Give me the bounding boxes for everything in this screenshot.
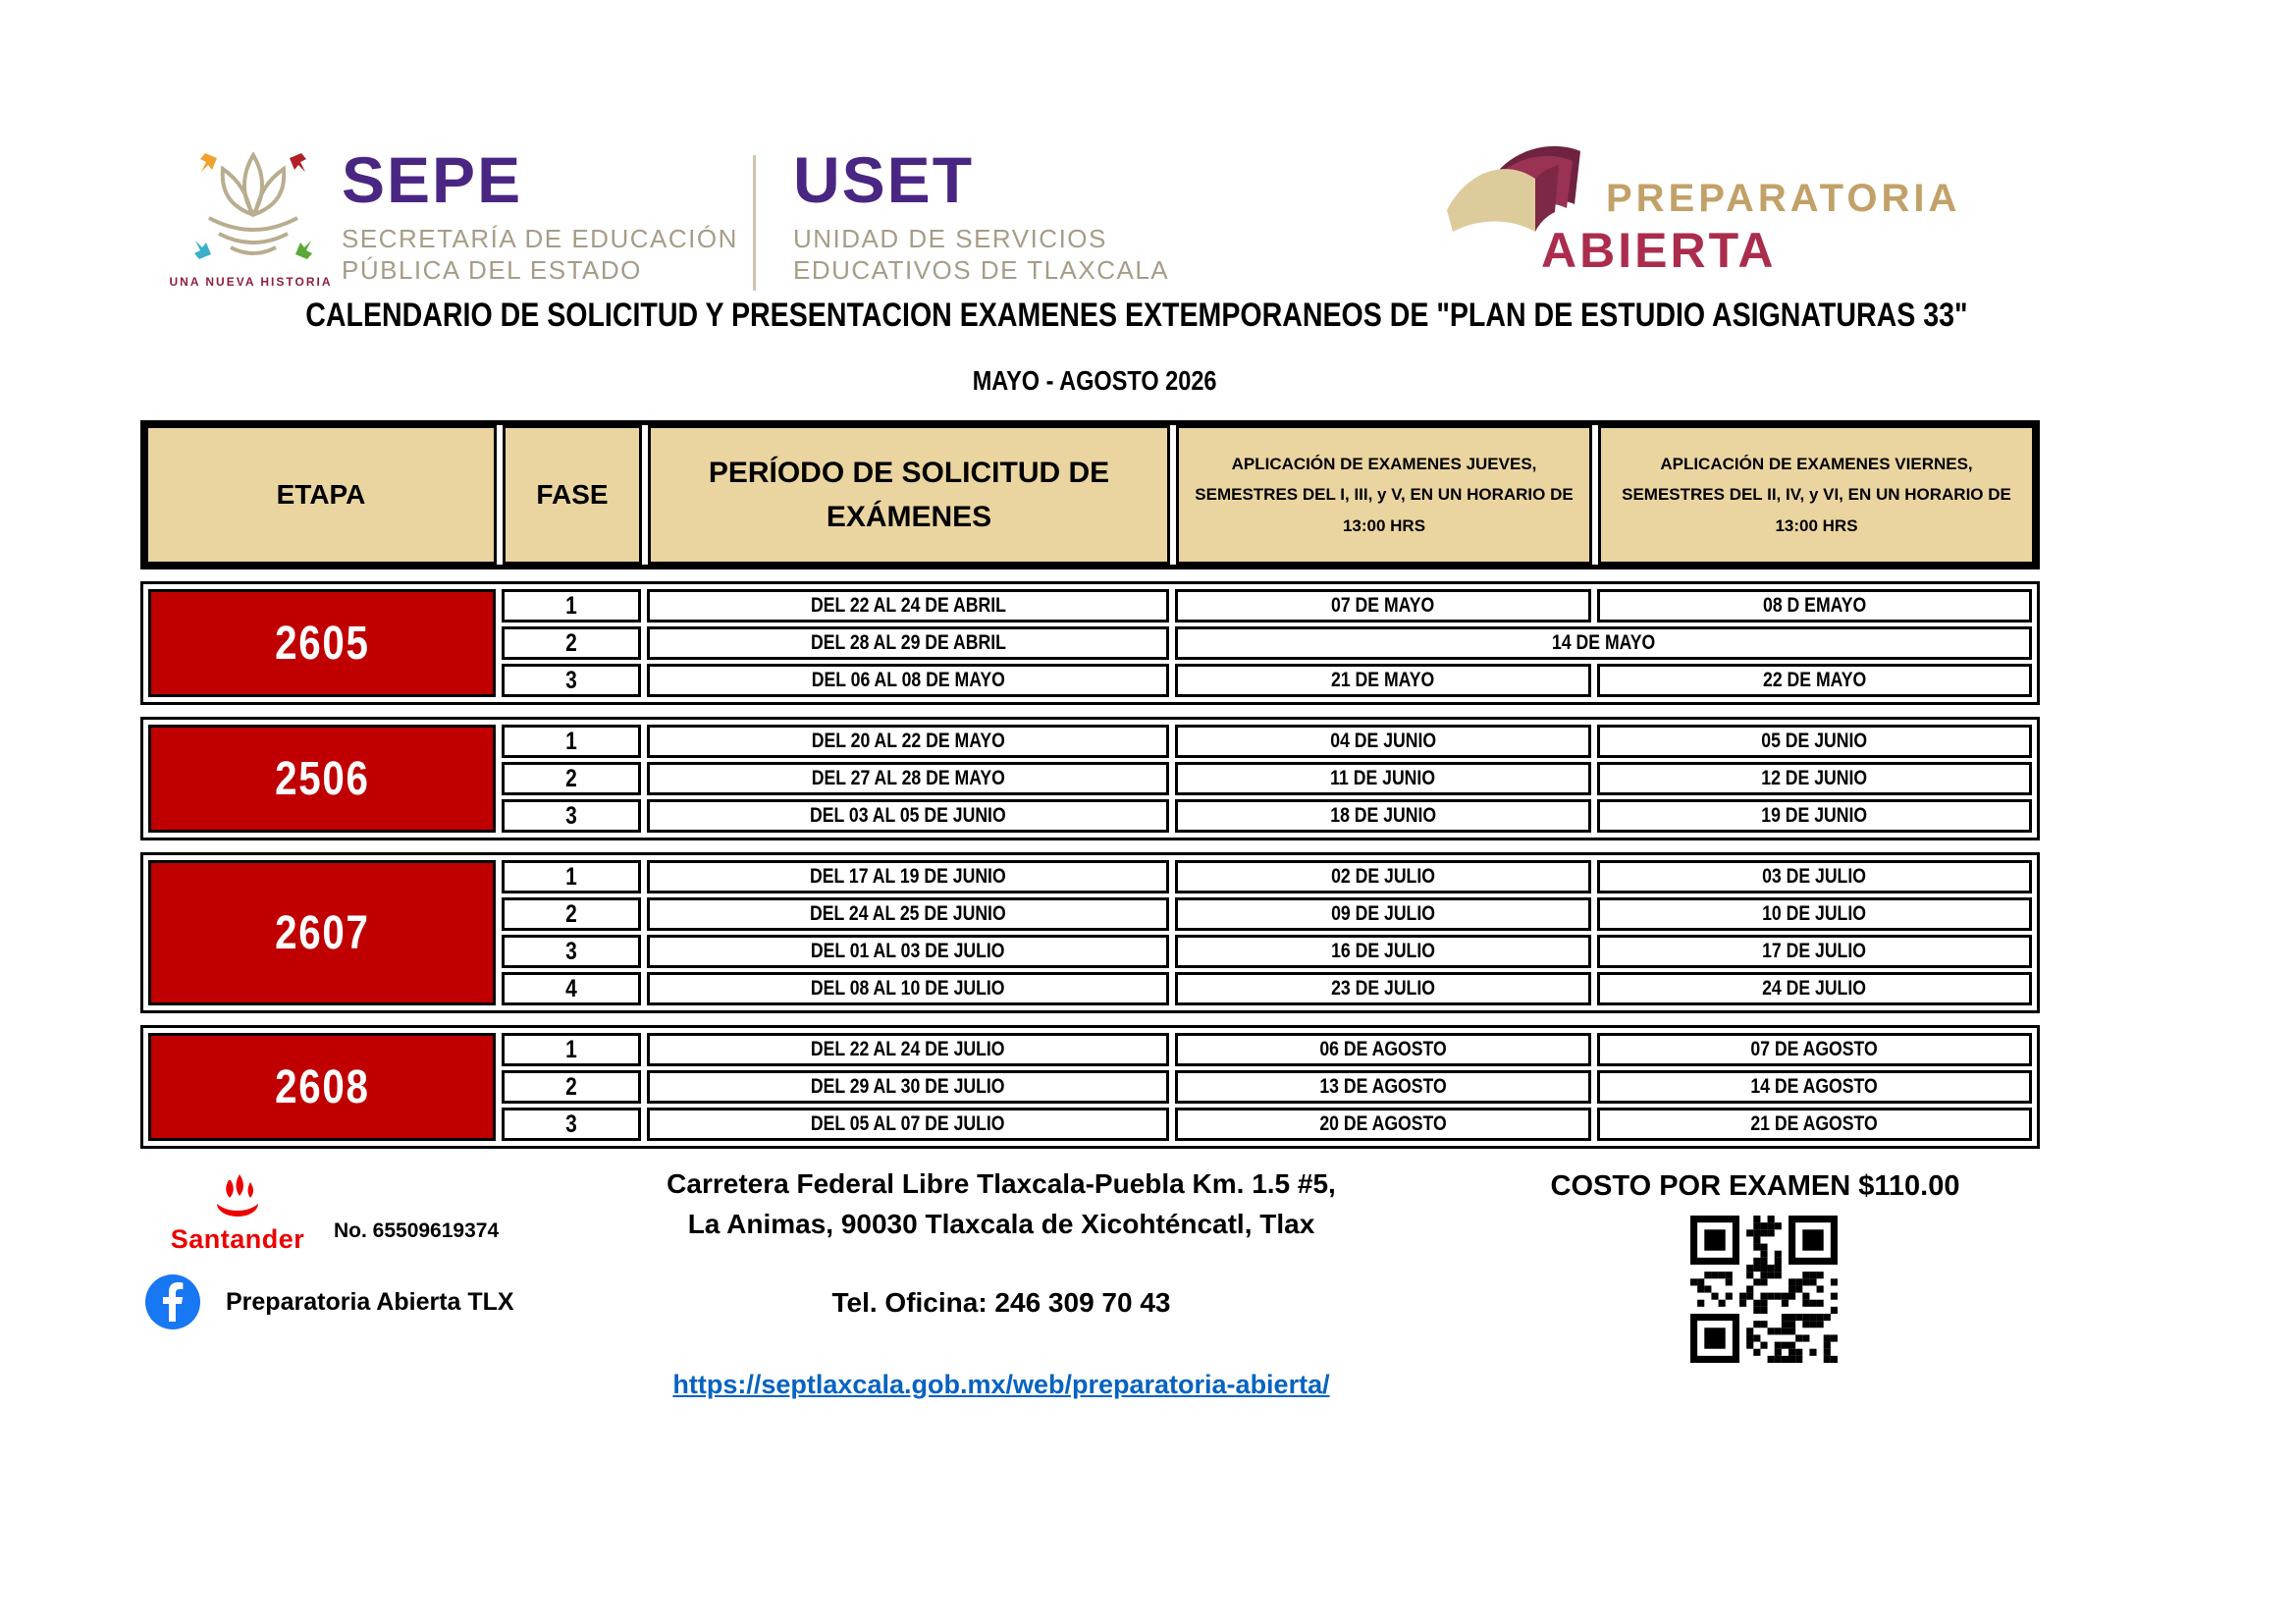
fase-row (502, 1108, 2032, 1141)
fase-cell: 2 (502, 762, 641, 795)
prepa-wordmark-line2: ABIERTA (1541, 223, 1777, 278)
fase-cell: 1 (502, 1033, 641, 1066)
facebook-row (145, 1274, 514, 1329)
merged-date-cell: 14 DE MAYO (1175, 626, 2032, 660)
sepe-sub-line1: SECRETARÍA DE EDUCACIÓN (342, 224, 738, 253)
etapa-group (140, 1025, 2040, 1149)
fase-row (502, 935, 2032, 968)
jueves-date-cell: 18 DE JUNIO (1175, 799, 1591, 833)
viernes-date-cell: 21 DE AGOSTO (1597, 1108, 2032, 1141)
periodo-cell: DEL 22 AL 24 DE JULIO (647, 1033, 1169, 1066)
calendar-table (140, 420, 2040, 1149)
uset-sub-line1: UNIDAD DE SERVICIOS (793, 224, 1107, 253)
etapa-cell: 2605 (148, 589, 496, 697)
address-line2: La Animas, 90030 Tlaxcala de Xicohténcatl, Tlax (687, 1209, 1315, 1239)
viernes-date-cell: 17 DE JULIO (1597, 935, 2032, 968)
fase-row (502, 725, 2032, 758)
santander-wordmark: Santander (170, 1224, 305, 1254)
sepe-wordmark: SEPE (342, 143, 523, 216)
col-header-jueves: APLICACIÓN DE EXAMENES JUEVES, SEMESTRES DEL I, III, y V, EN UN HORARIO DE 13:00 HRS (1176, 425, 1592, 565)
fase-cell: 2 (502, 1070, 641, 1104)
jueves-date-cell: 21 DE MAYO (1175, 664, 1591, 697)
prepa-wordmark-line1: PREPARATORIA (1606, 177, 1961, 220)
jueves-date-cell: 09 DE JULIO (1175, 897, 1591, 931)
periodo-cell: DEL 03 AL 05 DE JUNIO (647, 799, 1169, 833)
periodo-cell: DEL 05 AL 07 DE JULIO (647, 1108, 1169, 1141)
viernes-date-cell: 10 DE JULIO (1597, 897, 2032, 931)
periodo-cell: DEL 27 AL 28 DE MAYO (647, 762, 1169, 795)
etapa-cell: 2506 (148, 725, 496, 833)
jueves-date-cell: 23 DE JULIO (1175, 972, 1591, 1005)
fase-row (502, 762, 2032, 795)
etapa-cell: 2608 (148, 1033, 496, 1141)
fase-cell: 3 (502, 935, 641, 968)
sepe-sub-line2: PÚBLICA DEL ESTADO (342, 254, 642, 285)
facebook-icon (145, 1274, 200, 1329)
periodo-cell: DEL 20 AL 22 DE MAYO (647, 725, 1169, 758)
fase-rows (502, 860, 2032, 1005)
jueves-date-cell: 13 DE AGOSTO (1175, 1070, 1591, 1104)
fase-cell: 4 (502, 972, 641, 1005)
fase-row (502, 1033, 2032, 1066)
col-header-periodo: PERÍODO DE SOLICITUD DE EXÁMENES (648, 425, 1170, 565)
calendar-header-row (140, 420, 2040, 569)
uset-wordmark: USET (793, 143, 975, 216)
document-subtitle: MAYO - AGOSTO 2026 (972, 365, 1217, 396)
viernes-date-cell: 07 DE AGOSTO (1597, 1033, 2032, 1066)
uset-sub-line2: EDUCATIVOS DE TLAXCALA (793, 254, 1170, 285)
calendar-table-body (140, 581, 2040, 1149)
fase-cell: 2 (502, 626, 641, 660)
etapa-cell: 2607 (148, 860, 496, 1005)
jueves-date-cell: 06 DE AGOSTO (1175, 1033, 1591, 1066)
fase-rows (502, 725, 2032, 833)
fase-row (502, 1070, 2032, 1104)
col-header-etapa: ETAPA (145, 425, 497, 565)
office-phone: Tel. Oficina: 246 309 70 43 (831, 1287, 1171, 1318)
fase-row (502, 897, 2032, 931)
fase-cell: 1 (502, 725, 641, 758)
fase-cell: 3 (502, 799, 641, 833)
jueves-date-cell: 04 DE JUNIO (1175, 725, 1591, 758)
sepe-tagline: UNA NUEVA HISTORIA (169, 275, 333, 289)
periodo-cell: DEL 06 AL 08 DE MAYO (647, 664, 1169, 697)
viernes-date-cell: 14 DE AGOSTO (1597, 1070, 2032, 1104)
fase-row (502, 589, 2032, 623)
fase-rows (502, 589, 2032, 697)
contact-block (618, 1168, 1384, 1400)
bank-account-number: No. 65509619374 (334, 1219, 500, 1242)
viernes-date-cell: 03 DE JULIO (1597, 860, 2032, 893)
etapa-group (140, 581, 2040, 705)
periodo-cell: DEL 24 AL 25 DE JUNIO (647, 897, 1169, 931)
viernes-date-cell: 12 DE JUNIO (1597, 762, 2032, 795)
santander-logo (149, 1174, 326, 1255)
viernes-date-cell: 08 D EMAYO (1597, 589, 2032, 623)
sepe-flower-icon (180, 143, 327, 278)
fase-cell: 3 (502, 664, 641, 697)
address-line1: Carretera Federal Libre Tlaxcala-Puebla Km. 1.5 #5, (667, 1168, 1336, 1199)
periodo-cell: DEL 22 AL 24 DE ABRIL (647, 589, 1169, 623)
jueves-date-cell: 11 DE JUNIO (1175, 762, 1591, 795)
periodo-cell: DEL 08 AL 10 DE JULIO (647, 972, 1169, 1005)
fase-cell: 1 (502, 589, 641, 623)
viernes-date-cell: 05 DE JUNIO (1597, 725, 2032, 758)
jueves-date-cell: 16 DE JULIO (1175, 935, 1591, 968)
fase-cell: 2 (502, 897, 641, 931)
jueves-date-cell: 02 DE JULIO (1175, 860, 1591, 893)
exam-cost-label: COSTO POR EXAMEN $110.00 (1550, 1170, 1960, 1202)
fase-row (502, 860, 2032, 893)
logo-divider (753, 155, 756, 291)
periodo-cell: DEL 28 AL 29 DE ABRIL (647, 626, 1169, 660)
fase-cell: 1 (502, 860, 641, 893)
qr-code (1690, 1216, 1838, 1363)
periodo-cell: DEL 29 AL 30 DE JULIO (647, 1070, 1169, 1104)
fase-row (502, 799, 2032, 833)
facebook-page-name: Preparatoria Abierta TLX (226, 1287, 514, 1316)
jueves-date-cell: 20 DE AGOSTO (1175, 1108, 1591, 1141)
fase-cell: 3 (502, 1108, 641, 1141)
fase-row (502, 626, 2032, 660)
viernes-date-cell: 19 DE JUNIO (1597, 799, 2032, 833)
viernes-date-cell: 24 DE JULIO (1597, 972, 2032, 1005)
fase-rows (502, 1033, 2032, 1141)
fase-row (502, 972, 2032, 1005)
viernes-date-cell: 22 DE MAYO (1597, 664, 2032, 697)
col-header-fase: FASE (503, 425, 642, 565)
col-header-viernes: APLICACIÓN DE EXAMENES VIERNES, SEMESTRES DEL II, IV, y VI, EN UN HORARIO DE 13:00 HRS (1598, 425, 2035, 565)
etapa-group (140, 852, 2040, 1013)
etapa-group (140, 717, 2040, 840)
fase-row (502, 664, 2032, 697)
prepa-logo (1441, 135, 2069, 293)
santander-flame-icon (200, 1174, 275, 1219)
jueves-date-cell: 07 DE MAYO (1175, 589, 1591, 623)
periodo-cell: DEL 17 AL 19 DE JUNIO (647, 860, 1169, 893)
website-link[interactable]: https://septlaxcala.gob.mx/web/preparatoria-abierta/ (672, 1370, 1330, 1399)
periodo-cell: DEL 01 AL 03 DE JULIO (647, 935, 1169, 968)
document-title: CALENDARIO DE SOLICITUD Y PRESENTACION EXAMENES EXTEMPORANEOS DE "PLAN DE ESTUDIO ASIGNATURAS 33" (305, 297, 1968, 334)
